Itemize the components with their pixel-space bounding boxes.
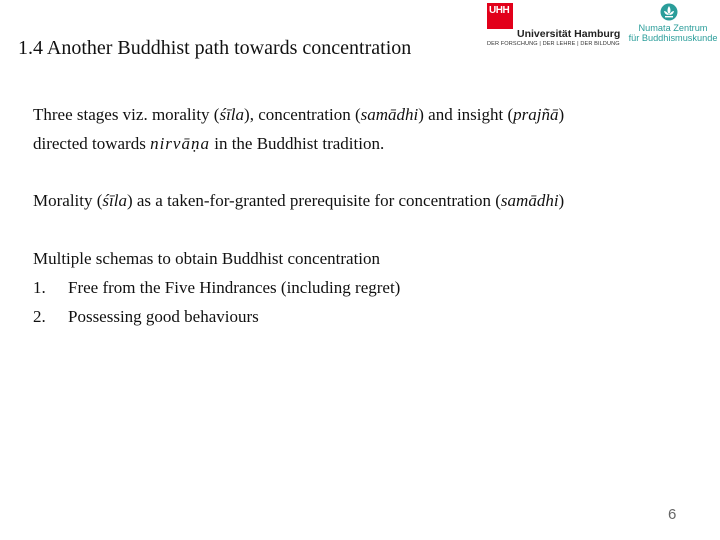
list-item [33, 273, 400, 302]
page-number: 6 [668, 506, 677, 523]
text-segment: Three stages viz. morality ( [33, 105, 220, 124]
term-samadhi: samādhi [360, 105, 419, 124]
three-stages-paragraph [33, 100, 564, 158]
text-segment: directed towards [33, 134, 151, 153]
list-number: 2. [33, 307, 46, 326]
list-text: Possessing good behaviours [68, 307, 259, 326]
text-segment: ) as a taken-for-granted prerequisite for concentration ( [126, 191, 501, 210]
text-segment: ) [558, 105, 565, 124]
numata-zentrum-logo [628, 3, 718, 47]
term-prajna: prajñā [513, 105, 559, 124]
schemas-paragraph [33, 244, 400, 331]
term-nirvana: nirvāṇa [150, 134, 210, 153]
numata-name-line2: für Buddhismuskunde [628, 33, 718, 43]
term-sila: śīla [102, 191, 127, 210]
morality-paragraph [33, 186, 564, 215]
list-text: Free from the Five Hindrances (including regret) [68, 278, 401, 297]
universitat-hamburg-logo [487, 3, 623, 47]
numata-lotus-icon [660, 3, 678, 21]
slide-title: 1.4 Another Buddhist path towards concentration [18, 37, 412, 59]
list-item [33, 302, 400, 331]
text-segment: in the Buddhist tradition. [209, 134, 385, 153]
text-segment: ) and insight ( [418, 105, 514, 124]
schemas-heading: Multiple schemas to obtain Buddhist concentration [33, 249, 381, 268]
uhh-mark-text: UHH [489, 5, 510, 16]
text-segment: ) [558, 191, 565, 210]
list-number: 1. [33, 278, 46, 297]
uhh-mark-icon [487, 3, 513, 29]
text-segment: Morality ( [33, 191, 103, 210]
uhh-name: Universität Hamburg [517, 28, 621, 40]
uhh-tagline: DER FORSCHUNG | DER LEHRE | DER BILDUNG [487, 41, 620, 47]
numata-name-line1: Numata Zentrum [638, 23, 708, 33]
text-segment: ), concentration ( [244, 105, 361, 124]
term-samadhi: samādhi [500, 191, 559, 210]
term-sila: śīla [219, 105, 245, 124]
